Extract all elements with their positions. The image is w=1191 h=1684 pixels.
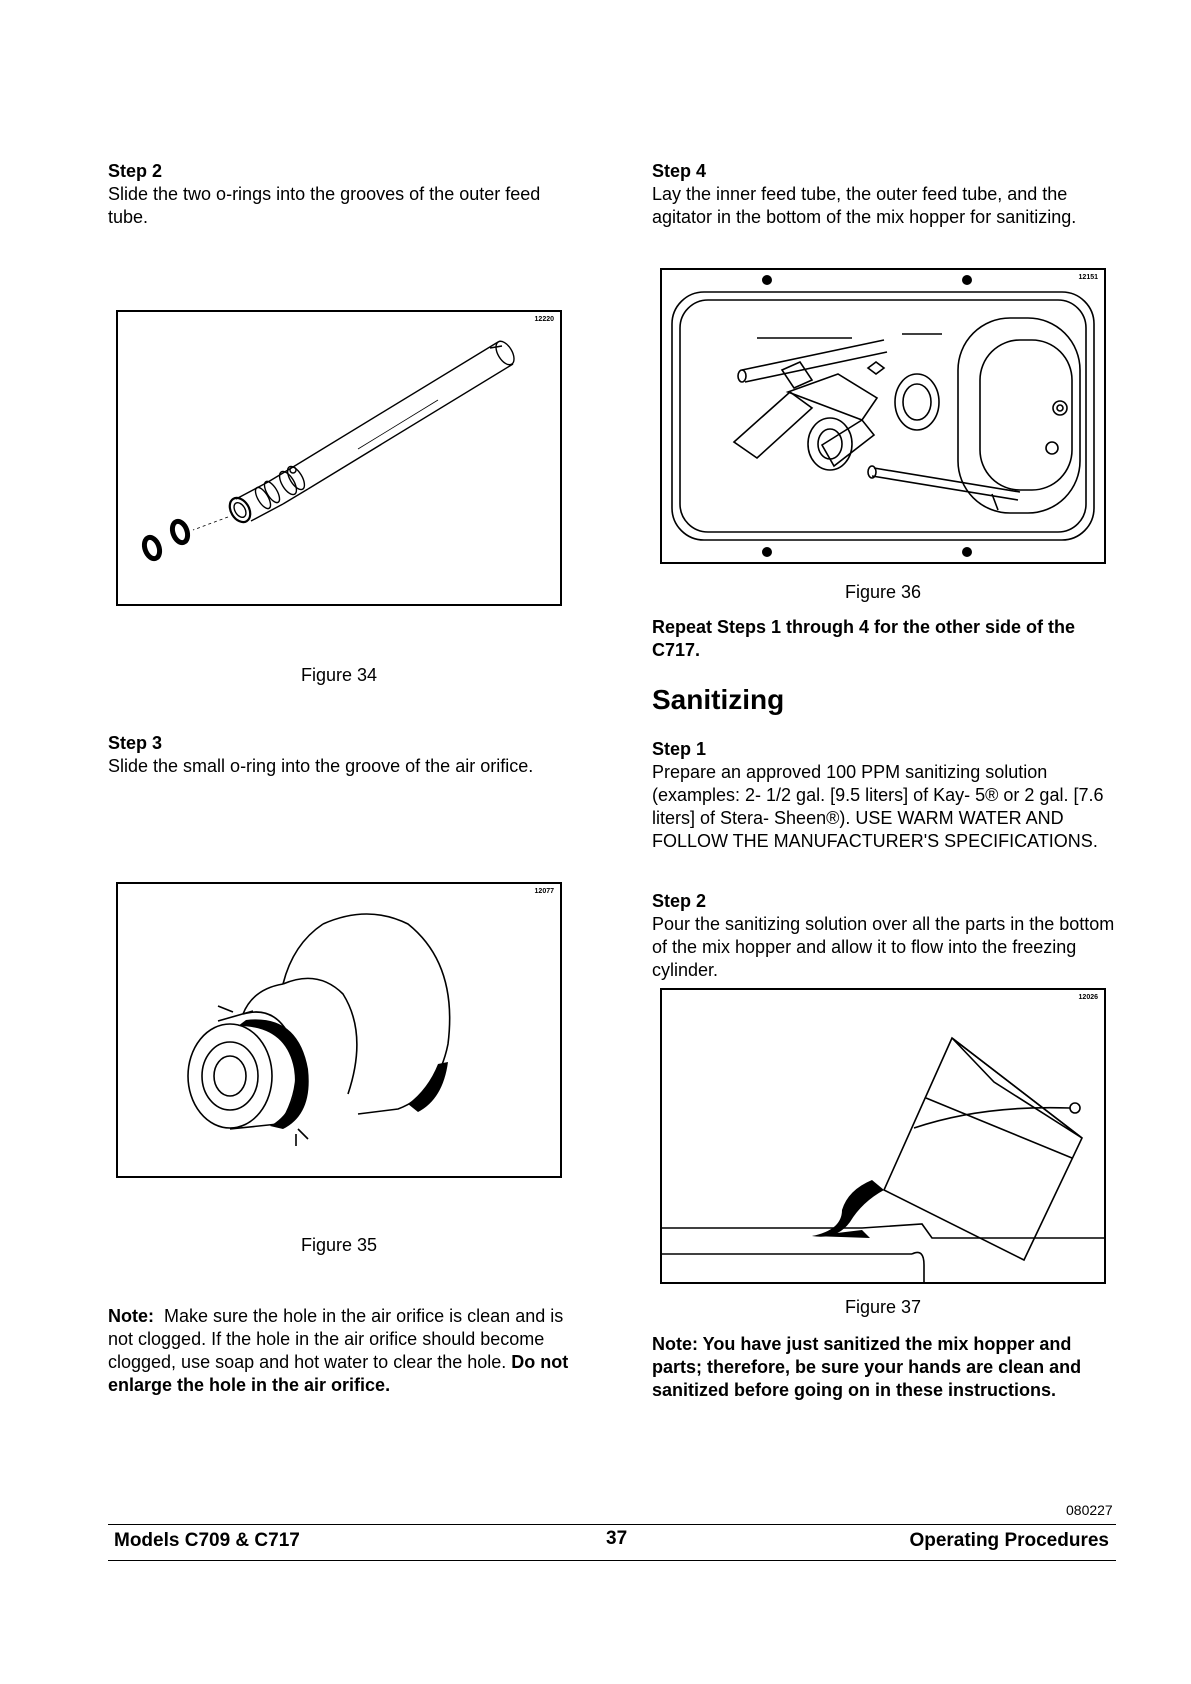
left-note xyxy=(108,1305,588,1397)
figure-36 xyxy=(660,268,1106,564)
repeat-instruction: Repeat Steps 1 through 4 for the other side of the C717. xyxy=(652,617,1076,660)
figure-34-caption: Figure 34 xyxy=(300,665,378,685)
figure-37 xyxy=(660,988,1106,1284)
figure-37-number: 12026 xyxy=(1078,994,1098,1001)
footer-section: Operating Procedures xyxy=(909,1530,1109,1551)
step2-text: Slide the two o-rings into the grooves of the outer feed tube. xyxy=(108,184,541,227)
step4-block xyxy=(652,160,1122,229)
right-note: Note: You have just sanitized the mix hopper and parts; therefore, be sure your hands are clean and sanitized before going on in these instructions. xyxy=(652,1334,1082,1400)
step4-text: Lay the inner feed tube, the outer feed tube, and the agitator in the bottom of the mix hopper for sanitizing. xyxy=(652,184,1077,227)
step3-text: Slide the small o-ring into the groove of the air orifice. xyxy=(108,756,534,776)
sanitizing-step2-title: Step 2 xyxy=(652,891,707,911)
page-number: 37 xyxy=(606,1528,628,1549)
left-note-text: Make sure the hole in the air orifice is clean and is not clogged. If the hole in the air orifice should become clogged, use soap and hot water to clear the hole. xyxy=(108,1306,564,1372)
sanitizing-step2-text: Pour the sanitizing solution over all the parts in the bottom of the mix hopper and allow it to flow into the freezing cylinder. xyxy=(652,914,1115,980)
step2-block xyxy=(108,160,578,229)
step4-title: Step 4 xyxy=(652,161,707,181)
step3-title: Step 3 xyxy=(108,733,163,753)
section-title-sanitizing: Sanitizing xyxy=(652,684,785,715)
left-note-bold-text: Do not enlarge the hole in the air orifice. xyxy=(108,1352,569,1395)
footer-models: Models C709 & C717 xyxy=(114,1530,300,1551)
figure-36-number: 12151 xyxy=(1078,274,1098,281)
sanitizing-step1-title: Step 1 xyxy=(652,739,707,759)
figure-35-caption: Figure 35 xyxy=(300,1235,378,1255)
mix-hopper-illustration xyxy=(662,270,1104,562)
left-note-label: Note: xyxy=(108,1306,154,1326)
step2-title: Step 2 xyxy=(108,161,163,181)
figure-36-caption: Figure 36 xyxy=(844,582,922,602)
document-code: 080227 xyxy=(1066,1502,1113,1518)
figure-37-caption: Figure 37 xyxy=(844,1297,922,1317)
footer-bottom-rule xyxy=(108,1560,1116,1561)
sanitizing-step1-text: Prepare an approved 100 PPM sanitizing solution (examples: 2- 1/2 gal. [9.5 liters] of Kay- 5® or 2 gal. [7.6 liters] of Stera- Sheen®). USE WARM WATER AND FOLLOW THE MANUFACTURER'S SPECIFICATIONS. xyxy=(652,762,1104,851)
figure-34-number: 12220 xyxy=(534,316,554,323)
pouring-solution-illustration xyxy=(662,990,1104,1282)
step3-block xyxy=(108,732,578,778)
footer-top-rule xyxy=(108,1524,1116,1525)
feed-tube-illustration xyxy=(118,312,560,604)
air-orifice-illustration xyxy=(118,884,560,1176)
figure-35 xyxy=(116,882,562,1178)
figure-35-number: 12077 xyxy=(534,888,554,895)
sanitizing-step1-block xyxy=(652,738,1122,853)
figure-34 xyxy=(116,310,562,606)
sanitizing-step2-block xyxy=(652,890,1122,982)
